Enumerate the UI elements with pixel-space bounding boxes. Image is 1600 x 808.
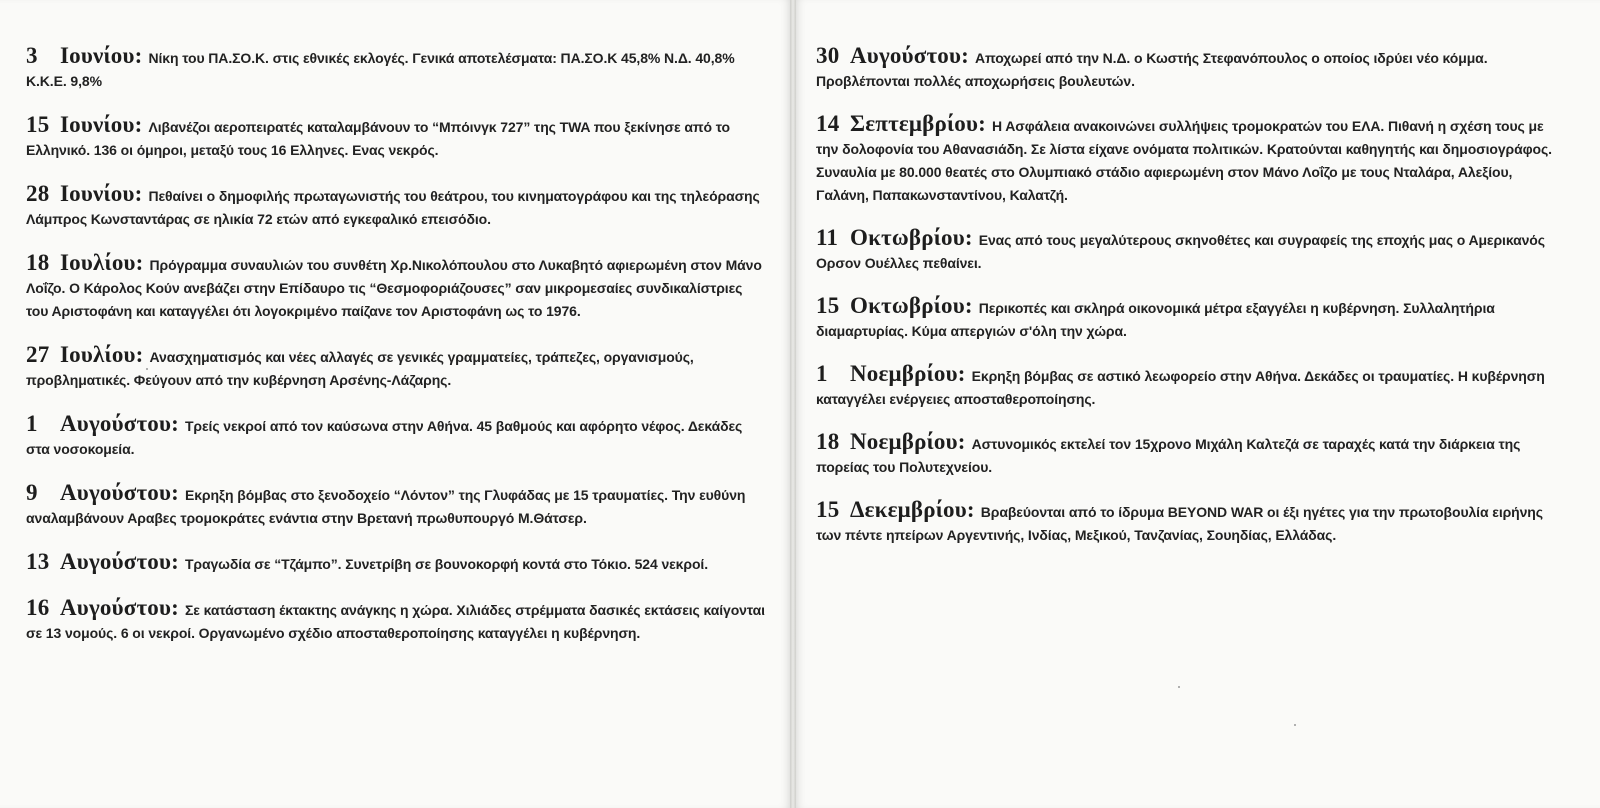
entry-date bbox=[26, 342, 144, 367]
timeline-entry bbox=[26, 44, 766, 93]
entry-date bbox=[26, 250, 144, 275]
entry-date bbox=[816, 361, 966, 386]
entry-text: Αστυνομικός εκτελεί τον 15χρονο Μιχάλη Καλτεζά σε ταραχές κατά την διάρκεια της πορείας του Πολυτεχνείου. bbox=[816, 436, 1521, 475]
entry-text: Ανασχηματισμός και νέες αλλαγές σε γενικές γραμματείες, τράπεζες, οργανισμούς, προβληματικές. Φεύγουν από την κυβέρνηση Αρσένης-Λάζαρης. bbox=[26, 349, 694, 388]
entry-day: 1 bbox=[816, 361, 828, 386]
entry-date bbox=[26, 411, 179, 436]
right-page bbox=[796, 0, 1600, 808]
timeline-entry bbox=[816, 226, 1556, 275]
right-entries-list bbox=[816, 44, 1556, 566]
timeline-entry bbox=[816, 112, 1556, 207]
entry-day: 28 bbox=[26, 181, 50, 206]
paper-speck bbox=[1178, 686, 1180, 688]
entry-month: Οκτωβρίου: bbox=[850, 225, 973, 250]
timeline-entry bbox=[816, 44, 1556, 93]
entry-month: Σεπτεμβρίου: bbox=[850, 111, 986, 136]
entry-day: 15 bbox=[816, 497, 840, 522]
entry-month: Ιουνίου: bbox=[60, 112, 143, 137]
entry-day: 11 bbox=[816, 225, 839, 250]
entry-text: Τρείς νεκροί από τον καύσωνα στην Αθήνα. 45 βαθμούς και αφόρητο νέφος. Δεκάδες στα νοσοκομεία. bbox=[26, 418, 743, 457]
entry-text: Πρόγραμμα συναυλιών του συνθέτη Χρ.Νικολόπουλου στο Λυκαβητό αφιερωμένη στον Μάνο Λοΐζο. Ο Κάρολος Κούν ανεβάζει στην Επίδαυρο τις “Θεσμοφοριάζουσες” σαν μικρομεσαίες συνδικαλίστριες του Αριστοφάνη και καταγγέλει ότι λογοκριμένο παίζανε τον Αριστοφάνη ως το 1976. bbox=[26, 257, 762, 319]
timeline-entry bbox=[816, 294, 1556, 343]
entry-text: Βραβεύονται από το ίδρυμα BEYOND WAR οι έξι ηγέτες για την πρωτοβουλία ειρήνης των πέντε ηπείρων Αργεντινής, Ινδίας, Μεξικού, Τανζανίας, Σουηδίας, Ελλάδας. bbox=[816, 504, 1543, 543]
entry-month: Αυγούστου: bbox=[60, 595, 179, 620]
timeline-entry bbox=[26, 596, 766, 645]
timeline-entry bbox=[26, 182, 766, 231]
entry-month: Νοεμβρίου: bbox=[850, 361, 966, 386]
entry-month: Ιουνίου: bbox=[60, 181, 143, 206]
entry-month: Νοεμβρίου: bbox=[850, 429, 966, 454]
entry-month: Οκτωβρίου: bbox=[850, 293, 973, 318]
timeline-entry bbox=[816, 362, 1556, 411]
entry-text: Τραγωδία σε “Τζάμπο”. Συνετρίβη σε βουνοκορφή κοντά στο Τόκιο. 524 νεκροί. bbox=[184, 556, 708, 572]
entry-day: 16 bbox=[26, 595, 50, 620]
entry-date bbox=[26, 43, 143, 68]
entry-month: Αυγούστου: bbox=[60, 480, 179, 505]
entry-day: 27 bbox=[26, 342, 50, 367]
entry-date bbox=[816, 111, 986, 136]
timeline-entry bbox=[26, 343, 766, 392]
entry-text: Περικοπές και σκληρά οικονομικά μέτρα εξαγγέλει η κυβέρνηση. Συλλαλητήρια διαμαρτυρίας. Κύμα απεργιών σ'όλη την χώρα. bbox=[816, 300, 1495, 339]
entry-text: Λιβανέζοι αεροπειρατές καταλαμβάνουν το “Μπόινγκ 727” της TWA που ξεκίνησε από το Ελληνικό. 136 οι όμηροι, μεταξύ τους 16 Ελληνες. Ενας νεκρός. bbox=[26, 119, 730, 158]
paper-speck bbox=[1294, 724, 1296, 726]
entry-text: Αποχωρεί από την Ν.Δ. ο Κωστής Στεφανόπουλος ο οποίος ιδρύει νέο κόμμα. Προβλέπονται πολλές αποχωρήσεις βουλευτών. bbox=[816, 50, 1488, 89]
timeline-entry bbox=[26, 550, 766, 576]
entry-day: 1 bbox=[26, 411, 38, 436]
entry-date bbox=[26, 549, 179, 574]
entry-date bbox=[26, 480, 179, 505]
timeline-entry bbox=[26, 481, 766, 530]
entry-date bbox=[816, 43, 969, 68]
entry-text: Πεθαίνει ο δημοφιλής πρωταγωνιστής του θεάτρου, του κινηματογράφου και της τηλεόρασης Λάμπρος Κωνσταντάρας σε ηλικία 72 ετών από εγκεφαλικό επεισόδιο. bbox=[26, 188, 760, 227]
entry-date bbox=[816, 225, 973, 250]
paper-speck bbox=[146, 368, 148, 370]
entry-month: Δεκεμβρίου: bbox=[850, 497, 975, 522]
entry-text: Η Ασφάλεια ανακοινώνει συλλήψεις τρομοκρατών του ΕΛΑ. Πιθανή η σχέση τους με την δολοφονία του Αθανασιάδη. Σε λίστα είχανε ονόματα πολιτικών. Κρατούνται καθηγητής και δημοσιογράφος. Συναυλία με 80.000 θεατές στο Ολυμπιακό στάδιο αφιερωμένη στον Μάνο Λοΐζο με τους Νταλάρα, Αλεξίου, Γαλάνη, Παπακωνσταντίνου, Καλατζή. bbox=[816, 118, 1552, 203]
entry-text: Ενας από τους μεγαλύτερους σκηνοθέτες και συγραφείς της εποχής μας ο Αμερικανός Ορσον Ουέλλες πεθαίνει. bbox=[816, 232, 1545, 271]
entry-month: Αυγούστου: bbox=[60, 549, 179, 574]
entry-month: Ιουνίου: bbox=[60, 43, 143, 68]
entry-day: 14 bbox=[816, 111, 840, 136]
entry-day: 18 bbox=[816, 429, 840, 454]
entry-date bbox=[26, 181, 143, 206]
entry-text: Νίκη του ΠΑ.ΣΟ.Κ. στις εθνικές εκλογές. Γενικά αποτελέσματα: ΠΑ.ΣΟ.Κ 45,8% Ν.Δ. 40,8% Κ.Κ.Ε. 9,8% bbox=[26, 50, 735, 89]
entry-month: Αυγούστου: bbox=[60, 411, 179, 436]
entry-month: Ιουλίου: bbox=[60, 250, 144, 275]
entry-text: Εκρηξη βόμβας στο ξενοδοχείο “Λόντον” της Γλυφάδας με 15 τραυματίες. Την ευθύνη αναλαμβάνουν Αραβες τρομοκράτες ενάντια στην Βρετανή πρωθυπουργό Μ.Θάτσερ. bbox=[26, 487, 746, 526]
entry-text: Σε κατάσταση έκτακτης ανάγκης η χώρα. Χιλιάδες στρέμματα δασικές εκτάσεις καίγονται σε 13 νομούς. 6 οι νεκροί. Οργανωμένο σχέδιο αποσταθεροποίησης καταγγέλει η κυβέρνηση. bbox=[26, 602, 765, 641]
entry-date bbox=[26, 595, 179, 620]
entry-day: 13 bbox=[26, 549, 50, 574]
entry-month: Αυγούστου: bbox=[850, 43, 969, 68]
timeline-entry bbox=[26, 113, 766, 162]
entry-date bbox=[816, 497, 975, 522]
entry-date bbox=[816, 293, 973, 318]
entry-day: 15 bbox=[816, 293, 840, 318]
entry-date bbox=[816, 429, 966, 454]
entry-date bbox=[26, 112, 143, 137]
timeline-entry bbox=[816, 498, 1556, 547]
entry-text: Εκρηξη βόμβας σε αστικό λεωφορείο στην Αθήνα. Δεκάδες οι τραυματίες. Η κυβέρνηση καταγγέλει ενέργειες αποσταθεροποίησης. bbox=[816, 368, 1545, 407]
timeline-entry bbox=[816, 430, 1556, 479]
timeline-entry bbox=[26, 251, 766, 323]
entry-day: 15 bbox=[26, 112, 50, 137]
entry-day: 9 bbox=[26, 480, 38, 505]
left-entries-list bbox=[26, 44, 766, 665]
entry-day: 3 bbox=[26, 43, 38, 68]
left-page bbox=[0, 0, 790, 808]
entry-day: 30 bbox=[816, 43, 840, 68]
timeline-entry bbox=[26, 412, 766, 461]
entry-month: Ιουλίου: bbox=[60, 342, 144, 367]
entry-day: 18 bbox=[26, 250, 50, 275]
